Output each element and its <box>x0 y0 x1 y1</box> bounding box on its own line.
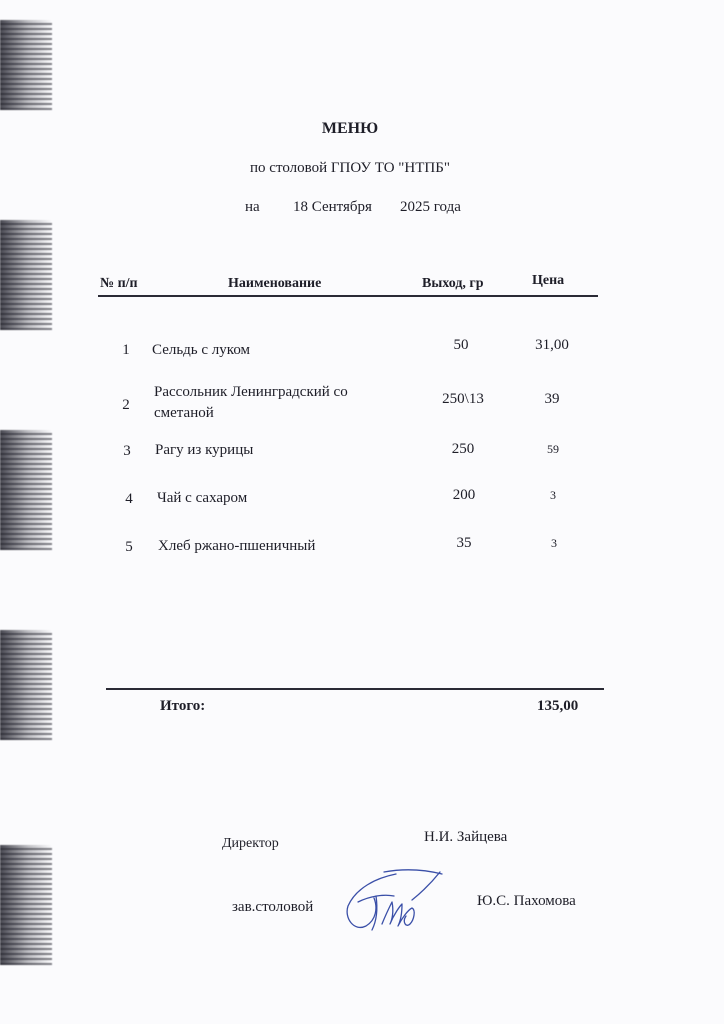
handwritten-signature <box>336 866 446 946</box>
total-value: 135,00 <box>537 698 579 714</box>
row-number: 1 <box>122 342 130 358</box>
row-name: Рагу из курицы <box>155 442 254 458</box>
column-header-number: № п/п <box>100 276 138 291</box>
row-price: 3 <box>551 536 557 550</box>
row-yield: 200 <box>452 487 476 503</box>
page-subtitle: по столовой ГПОУ ТО "НТПБ" <box>250 160 450 176</box>
row-price: 59 <box>547 442 559 456</box>
total-rule <box>106 688 604 690</box>
canteen-manager-title: зав.столовой <box>232 899 314 915</box>
row-yield: 35 <box>456 535 472 551</box>
date-prefix: на <box>245 199 260 215</box>
row-name-continued: сметаной <box>154 405 214 421</box>
row-price: 3 <box>550 488 556 502</box>
scan-smudge <box>0 430 52 550</box>
row-price: 31,00 <box>535 337 569 353</box>
director-name: Н.И. Зайцева <box>424 829 508 845</box>
row-yield: 250\13 <box>442 391 484 407</box>
row-yield: 50 <box>453 337 469 353</box>
scan-smudge <box>0 220 52 330</box>
column-header-yield: Выход, гр <box>422 276 484 291</box>
director-title: Директор <box>222 836 279 851</box>
row-number: 4 <box>125 491 133 507</box>
menu-date: 18 Сентября <box>293 199 372 215</box>
menu-year: 2025 года <box>400 199 461 215</box>
row-name: Рассольник Ленинградский со <box>154 384 348 400</box>
scan-smudge <box>0 630 52 740</box>
row-name: Сельдь с луком <box>152 342 251 358</box>
row-number: 2 <box>122 397 130 413</box>
canteen-manager-name: Ю.С. Пахомова <box>477 893 576 909</box>
row-number: 3 <box>123 443 131 459</box>
row-yield: 250 <box>451 441 475 457</box>
page-title: МЕНЮ <box>321 120 379 137</box>
scan-smudge <box>0 20 52 110</box>
total-label: Итого: <box>160 698 206 714</box>
row-name: Хлеб ржано-пшеничный <box>158 538 316 554</box>
row-price: 39 <box>544 391 560 407</box>
header-rule <box>98 295 598 297</box>
column-header-name: Наименование <box>228 276 322 291</box>
row-number: 5 <box>125 539 133 555</box>
scan-smudge <box>0 845 52 965</box>
row-name: Чай с сахаром <box>157 490 248 506</box>
column-header-price: Цена <box>532 273 565 288</box>
